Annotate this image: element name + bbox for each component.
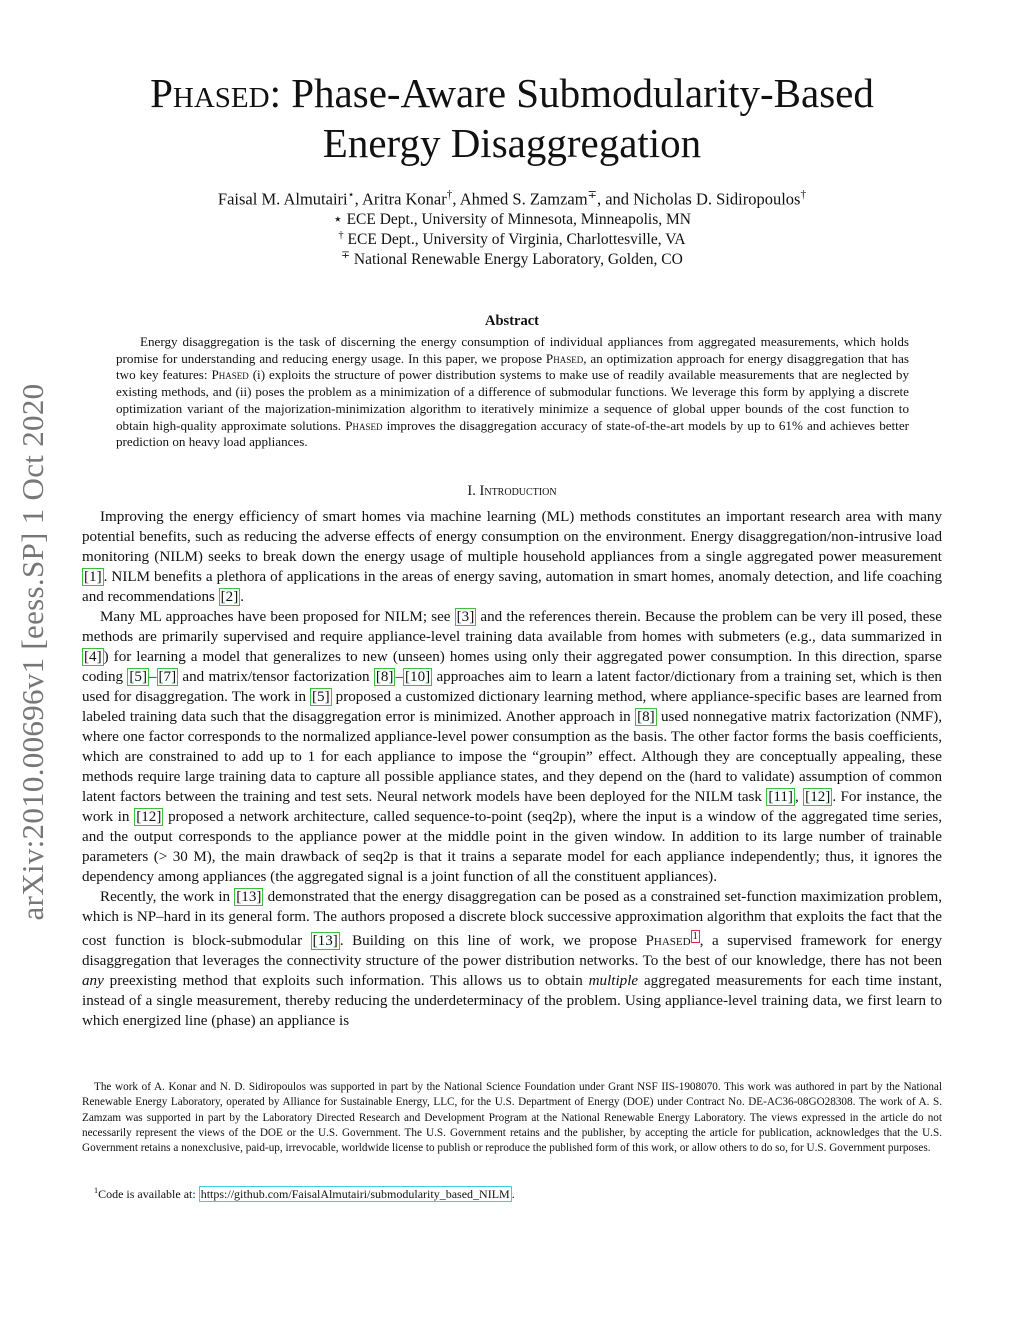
text: used nonnegative matrix factorization (NMF), where one factor corresponds to the normalized appliance-level power consumption as the basis. The other factor forms the basis coefficients, which are constrained to add up to 1 for each appliance to impose the “groupin” effect. Although they are conceptually appealing, these methods require large training data to capture all possible appliance states, and they depend on the (hard to validate) assumption of common latent factors between the training and test sets. Neural network models have been deployed for the NILM task: [82, 709, 942, 805]
text: and the references therein. Because the problem can be very ill posed, these methods are primarily supervised and require appliance-level training data available from homes with submeters (e.g., data summarized in: [82, 609, 942, 645]
citation-link[interactable]: [12]: [136, 809, 162, 825]
abstract-span: , an optimization approach for energy disaggregation that has two key features:: [116, 350, 909, 383]
citation-link[interactable]: [7]: [158, 669, 177, 685]
paragraph: [82, 887, 942, 1031]
affiliation-mark: ∓: [341, 250, 351, 261]
paper-title: [90, 68, 934, 168]
footnote-mark: 1: [94, 1186, 99, 1195]
footnote-link[interactable]: 1: [692, 931, 698, 942]
paragraph: [82, 607, 942, 887]
arxiv-identifier: arXiv:2010.00696v1 [eess.SP] 1 Oct 2020: [15, 383, 50, 921]
text: , a supervised framework for energy disaggregation that leverages the connectivity structure of the power distribution networks. To the best of our knowledge, there has not been: [82, 933, 943, 970]
text: proposed a customized dictionary learning method, where appliance-specific bases are learned from labeled training data such that the disaggregation error is minimized. Another approach in: [82, 689, 942, 725]
citation-link[interactable]: [5]: [312, 689, 330, 705]
text: Recently, the work in: [100, 889, 235, 905]
section-number: I.: [467, 483, 480, 499]
author-2-mark: †: [446, 189, 453, 201]
citation-link[interactable]: [8]: [375, 669, 394, 685]
body-text: [82, 507, 942, 1031]
citation-link[interactable]: [10]: [405, 669, 431, 685]
text: . Building on this line of work, we propose: [339, 933, 646, 950]
funding-note: The work of A. Konar and N. D. Sidiropoulos was supported in part by the National Science Foundation under Grant NSF IIS-1908070. This work was authored in part by the National Renewable Energy Laboratory, operated by Alliance for Sustainable Energy, LLC, for the U.S. Department of Energy (DOE) under Contract No. DE-AC36-08GO28308. The work of A. S. Zamzam was supported in part by the Laboratory Directed Research and Development Program at the National Renewable Energy Laboratory. The views expressed in the article do not necessarily represent the views of the DOE or the U.S. Government. The U.S. Government retains and the publisher, by accepting the article for publication, acknowledges that the U.S. Government retains a nonexclusive, paid-up, irrevocable, worldwide license to publish or reproduce the published form of this work, or allow others to do so, for U.S. Government purposes.: [82, 1081, 942, 1155]
affiliation-text: National Renewable Energy Laboratory, Golden, CO: [350, 251, 683, 269]
method-name: Phased: [211, 367, 249, 383]
citation-link[interactable]: [11]: [768, 789, 793, 805]
citation-link[interactable]: [3]: [456, 609, 475, 625]
footnote: $^1$Code is available at: https://github.com/FaisalAlmutairi/submodularity_based_NILM .: [94, 1186, 515, 1201]
affiliation: [90, 210, 934, 229]
text: –: [395, 669, 404, 685]
text: . NILM benefits a plethora of applications in the areas of energy saving, automation in smart homes, anomaly detection, and life coaching and recommendations: [82, 569, 942, 605]
author-1-mark: ⋆: [347, 189, 355, 201]
method-name: Phased: [345, 417, 383, 433]
code-url-link[interactable]: https://github.com/FaisalAlmutairi/submodularity_based_NILM: [200, 1187, 510, 1201]
citation-link[interactable]: [12]: [805, 789, 831, 805]
title-line-2: Energy Disaggregation: [322, 120, 702, 166]
author-3: , Ahmed S. Zamzam: [452, 189, 588, 209]
abstract-heading: Abstract: [485, 313, 539, 329]
text: preexisting method that exploits such information. This allows us to obtain: [103, 973, 589, 990]
citation-link[interactable]: [4]: [84, 649, 102, 665]
author-1: Faisal M. Almutairi: [217, 189, 348, 209]
method-name: Phased: [545, 350, 584, 366]
citation-link[interactable]: [2]: [220, 589, 239, 605]
section-heading: [90, 483, 934, 500]
affiliation: [90, 249, 934, 269]
text: Improving the energy efficiency of smart homes via machine learning (ML) methods constitutes an important research area with many potential benefits, such as reducing the adverse effects of energy consumption on the environment. Energy disaggregation/non-intrusive load monitoring (NILM) seeks to break down the energy usage of multiple household appliances from a single aggregated power measurement: [82, 509, 942, 565]
affiliation: [90, 230, 934, 249]
author-3-mark: ∓: [587, 189, 597, 201]
emphasis: any: [82, 973, 104, 990]
paragraph: [82, 507, 942, 607]
text: proposed a network architecture, called sequence-to-point (seq2p), where the input is a window of the aggregated time series, and the output corresponds to the appliance power at the middle point in the given window. In addition to its large number of trainable parameters (> 30 M), the main drawback of seq2p is that it trains a separate model for each appliance independently; thus, it ignores the dependency among appliances (the aggregated signal is a joint function of all the constituent appliances).: [82, 809, 943, 885]
citation-link[interactable]: [8]: [637, 709, 655, 725]
abstract-text: [116, 334, 909, 451]
author-2: , Aritra Konar: [354, 189, 447, 209]
author-4-mark: †: [800, 189, 807, 201]
affiliation-mark: †: [338, 230, 344, 241]
affiliation-text: ECE Dept., University of Minnesota, Minneapolis, MN: [342, 211, 691, 228]
text: approaches aim to learn a latent factor/dictionary from a training set, which is then used for disaggregation. The work in: [82, 669, 942, 705]
text: .: [240, 589, 245, 605]
citation-link[interactable]: [5]: [129, 669, 147, 685]
abstract-span: improves the disaggregation accuracy of state-of-the-art models by up to 61% and achieves better prediction on heavy load appliances.: [116, 417, 909, 450]
abstract-span: (i) exploits the structure of power distribution systems to make use of readily available measurements that are neglected by existing methods, and (ii) poses the problem as a minimization of a difference of submodular functions. We leverage this form by applying a discrete optimization variant of the majorization-minimization algorithm to iteratively minimize a sequence of global upper bounds of the cost function to obtain high-quality approximate solutions.: [116, 367, 909, 433]
text: . For instance, the work in: [82, 789, 942, 825]
text: ,: [794, 789, 804, 805]
abstract-span: Energy disaggregation is the task of discerning the energy consumption of individual appliances from aggregated measurements, which holds promise for understanding and reducing energy usage. In this paper, we propose: [116, 334, 909, 366]
author-list: [90, 188, 934, 210]
text: ) for learning a model that generalizes to new (unseen) homes using only their aggregated power consumption. In this direction, sparse coding: [82, 649, 942, 685]
affiliation-text: ECE Dept., University of Virginia, Charlottesville, VA: [343, 231, 686, 249]
citation-link[interactable]: [13]: [236, 889, 262, 905]
affiliation-mark: ⋆: [333, 211, 343, 228]
citation-link[interactable]: [13]: [312, 933, 338, 950]
section-title: Introduction: [479, 483, 557, 499]
footnote-label: Code is available at:: [98, 1187, 199, 1201]
citation-link[interactable]: [1]: [84, 569, 102, 585]
text: Many ML approaches have been proposed for NILM; see: [100, 609, 455, 625]
text: and matrix/tensor factorization: [178, 669, 374, 685]
text: –: [148, 669, 157, 685]
method-name: Phased: [645, 933, 691, 950]
emphasis: multiple: [588, 973, 639, 990]
title-line-1: : Phase-Aware Submodularity-Based: [269, 70, 874, 116]
author-4: , and Nicholas D. Sidiropoulos: [596, 189, 801, 209]
text: aggregated measurements for each time instant, instead of a single measurement, thereby reducing the underdeterminacy of the problem. Using appliance-level training data, we first learn to which energized line (phase) an appliance is: [82, 973, 943, 1030]
title-method-name: Phased: [150, 70, 270, 116]
text: demonstrated that the energy disaggregation can be posed as a constrained set-function maximization problem, which is NP–hard in its general form. The authors proposed a discrete block successive approximation algorithm that exploits the fact that the cost function is block-submodular: [82, 889, 943, 950]
